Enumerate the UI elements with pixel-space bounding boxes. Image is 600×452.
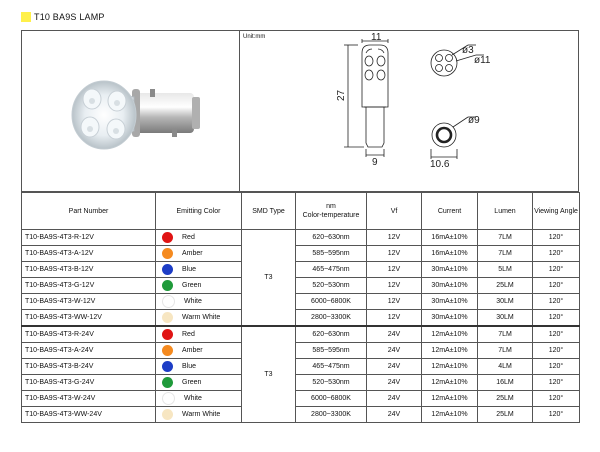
vf-cell: 12V bbox=[367, 278, 422, 294]
table-row bbox=[22, 230, 580, 246]
emitting-color-cell bbox=[156, 230, 242, 246]
emitting-color-cell bbox=[156, 278, 242, 294]
vf-cell: 12V bbox=[367, 246, 422, 262]
table-row bbox=[22, 343, 580, 359]
color-label: White bbox=[184, 298, 202, 305]
header-viewing-angle: Viewing Angle bbox=[533, 193, 580, 230]
table-header-row bbox=[22, 193, 580, 230]
lumen-cell: 25LM bbox=[478, 407, 533, 423]
wavelength-cell: 585~595nm bbox=[296, 343, 367, 359]
lumen-cell: 4LM bbox=[478, 359, 533, 375]
color-swatch bbox=[162, 329, 173, 340]
table-row bbox=[22, 262, 580, 278]
vf-cell: 12V bbox=[367, 294, 422, 310]
viewing-angle-cell: 120° bbox=[533, 310, 580, 327]
current-cell: 30mA±10% bbox=[422, 310, 478, 327]
color-label: Green bbox=[182, 379, 202, 386]
color-swatch bbox=[162, 312, 173, 323]
wavelength-cell: 520~530nm bbox=[296, 375, 367, 391]
wavelength-cell: 520~530nm bbox=[296, 278, 367, 294]
part-number-cell: T10-BA9S-4T3-WW-24V bbox=[22, 407, 156, 423]
color-swatch bbox=[162, 280, 173, 291]
vf-cell: 24V bbox=[367, 375, 422, 391]
dim-top-width: 11 bbox=[371, 32, 382, 43]
color-swatch bbox=[162, 392, 175, 405]
table-row bbox=[22, 326, 580, 343]
wavelength-cell: 585~595nm bbox=[296, 246, 367, 262]
color-swatch bbox=[162, 232, 173, 243]
product-photo bbox=[21, 30, 240, 192]
part-number-cell: T10-BA9S-4T3-WW-12V bbox=[22, 310, 156, 327]
emitting-color-cell bbox=[156, 310, 242, 327]
color-label: Amber bbox=[182, 250, 203, 257]
emitting-color-cell bbox=[156, 294, 242, 310]
table-row bbox=[22, 294, 580, 310]
emitting-color-cell bbox=[156, 246, 242, 262]
table-row bbox=[22, 278, 580, 294]
color-label: Warm White bbox=[182, 314, 221, 321]
current-cell: 12mA±10% bbox=[422, 407, 478, 423]
color-label: Green bbox=[182, 282, 202, 289]
part-number-cell: T10-BA9S-4T3-W-12V bbox=[22, 294, 156, 310]
viewing-angle-cell: 120° bbox=[533, 294, 580, 310]
part-number-cell: T10-BA9S-4T3-B-24V bbox=[22, 359, 156, 375]
table-row bbox=[22, 391, 580, 407]
table-row bbox=[22, 359, 580, 375]
dimension-drawing bbox=[240, 30, 579, 192]
header-current: Current bbox=[422, 193, 478, 230]
wavelength-cell: 2800~3300K bbox=[296, 407, 367, 423]
lumen-cell: 7LM bbox=[478, 230, 533, 246]
viewing-angle-cell: 120° bbox=[533, 278, 580, 294]
dim-base-width: 9 bbox=[372, 157, 378, 168]
part-number-cell: T10-BA9S-4T3-A-12V bbox=[22, 246, 156, 262]
color-swatch bbox=[162, 248, 173, 259]
title-text: T10 BA9S LAMP bbox=[34, 12, 105, 22]
current-cell: 30mA±10% bbox=[422, 278, 478, 294]
lumen-cell: 7LM bbox=[478, 246, 533, 262]
color-label: Blue bbox=[182, 363, 197, 370]
part-number-cell: T10-BA9S-4T3-G-24V bbox=[22, 375, 156, 391]
emitting-color-cell bbox=[156, 262, 242, 278]
color-swatch bbox=[162, 345, 173, 356]
lumen-cell: 5LM bbox=[478, 262, 533, 278]
lumen-cell: 16LM bbox=[478, 375, 533, 391]
current-cell: 12mA±10% bbox=[422, 391, 478, 407]
wavelength-cell: 6000~6800K bbox=[296, 391, 367, 407]
header-smd-type: SMD Type bbox=[242, 193, 296, 230]
title-marker bbox=[21, 12, 31, 22]
color-label: White bbox=[184, 395, 202, 402]
current-cell: 16mA±10% bbox=[422, 230, 478, 246]
dim-head-dia: ø11 bbox=[474, 55, 491, 66]
wavelength-cell: 2800~3300K bbox=[296, 310, 367, 327]
header-vf: Vf bbox=[367, 193, 422, 230]
color-label: Amber bbox=[182, 347, 203, 354]
viewing-angle-cell: 120° bbox=[533, 343, 580, 359]
emitting-color-cell bbox=[156, 391, 242, 407]
color-label: Red bbox=[182, 331, 195, 338]
vf-cell: 12V bbox=[367, 310, 422, 327]
color-swatch bbox=[162, 361, 173, 372]
viewing-angle-cell: 120° bbox=[533, 230, 580, 246]
current-cell: 30mA±10% bbox=[422, 262, 478, 278]
vf-cell: 24V bbox=[367, 326, 422, 343]
dim-base-dia: ø9 bbox=[468, 115, 480, 126]
wavelength-cell: 465~475nm bbox=[296, 359, 367, 375]
lumen-cell: 7LM bbox=[478, 326, 533, 343]
vf-cell: 12V bbox=[367, 230, 422, 246]
smd-type-cell: T3 bbox=[242, 326, 296, 423]
vf-cell: 24V bbox=[367, 391, 422, 407]
vf-cell: 24V bbox=[367, 343, 422, 359]
color-label: Red bbox=[182, 234, 195, 241]
current-cell: 12mA±10% bbox=[422, 326, 478, 343]
header-lumen: Lumen bbox=[478, 193, 533, 230]
wavelength-cell: 6000~6800K bbox=[296, 294, 367, 310]
viewing-angle-cell: 120° bbox=[533, 375, 580, 391]
current-cell: 30mA±10% bbox=[422, 294, 478, 310]
color-swatch bbox=[162, 409, 173, 420]
color-label: Warm White bbox=[182, 411, 221, 418]
smd-type-cell: T3 bbox=[242, 230, 296, 327]
lumen-cell: 25LM bbox=[478, 391, 533, 407]
table-body bbox=[22, 230, 580, 423]
dimension-diagram bbox=[240, 31, 579, 193]
header-emitting-color: Emitting Color bbox=[156, 193, 242, 230]
viewing-angle-cell: 120° bbox=[533, 262, 580, 278]
viewing-angle-cell: 120° bbox=[533, 246, 580, 262]
lumen-cell: 30LM bbox=[478, 294, 533, 310]
viewing-angle-cell: 120° bbox=[533, 359, 580, 375]
wavelength-cell: 620~630nm bbox=[296, 230, 367, 246]
emitting-color-cell bbox=[156, 375, 242, 391]
header-part-number: Part Number bbox=[22, 193, 156, 230]
vf-cell: 24V bbox=[367, 359, 422, 375]
lumen-cell: 30LM bbox=[478, 310, 533, 327]
part-number-cell: T10-BA9S-4T3-G-12V bbox=[22, 278, 156, 294]
viewing-angle-cell: 120° bbox=[533, 326, 580, 343]
part-number-cell: T10-BA9S-4T3-R-12V bbox=[22, 230, 156, 246]
viewing-angle-cell: 120° bbox=[533, 391, 580, 407]
header-color-temp: Color-temperature bbox=[302, 212, 360, 219]
current-cell: 12mA±10% bbox=[422, 343, 478, 359]
table-row bbox=[22, 246, 580, 262]
vf-cell: 12V bbox=[367, 262, 422, 278]
dim-height: 27 bbox=[336, 89, 347, 101]
vf-cell: 24V bbox=[367, 407, 422, 423]
part-number-cell: T10-BA9S-4T3-W-24V bbox=[22, 391, 156, 407]
table-row bbox=[22, 310, 580, 327]
emitting-color-cell bbox=[156, 359, 242, 375]
part-number-cell: T10-BA9S-4T3-A-24V bbox=[22, 343, 156, 359]
emitting-color-cell bbox=[156, 343, 242, 359]
viewing-angle-cell: 120° bbox=[533, 407, 580, 423]
unit-label: Unit:mm bbox=[243, 34, 266, 40]
spec-table bbox=[21, 192, 580, 423]
current-cell: 12mA±10% bbox=[422, 359, 478, 375]
color-swatch bbox=[162, 377, 173, 388]
current-cell: 16mA±10% bbox=[422, 246, 478, 262]
part-number-cell: T10-BA9S-4T3-R-24V bbox=[22, 326, 156, 343]
emitting-color-cell bbox=[156, 407, 242, 423]
table-row bbox=[22, 407, 580, 423]
color-swatch bbox=[162, 295, 175, 308]
page-title bbox=[21, 10, 105, 24]
wavelength-cell: 620~630nm bbox=[296, 326, 367, 343]
color-label: Blue bbox=[182, 266, 197, 273]
led-bulb-image bbox=[22, 31, 240, 192]
header-wavelength bbox=[296, 193, 367, 230]
header-nm: nm bbox=[326, 203, 336, 210]
current-cell: 12mA±10% bbox=[422, 375, 478, 391]
dim-base-width-2: 10.6 bbox=[430, 159, 450, 170]
part-number-cell: T10-BA9S-4T3-B-12V bbox=[22, 262, 156, 278]
wavelength-cell: 465~475nm bbox=[296, 262, 367, 278]
dim-led-dia: ø3 bbox=[462, 45, 474, 56]
lumen-cell: 25LM bbox=[478, 278, 533, 294]
lumen-cell: 7LM bbox=[478, 343, 533, 359]
emitting-color-cell bbox=[156, 326, 242, 343]
color-swatch bbox=[162, 264, 173, 275]
table-row bbox=[22, 375, 580, 391]
